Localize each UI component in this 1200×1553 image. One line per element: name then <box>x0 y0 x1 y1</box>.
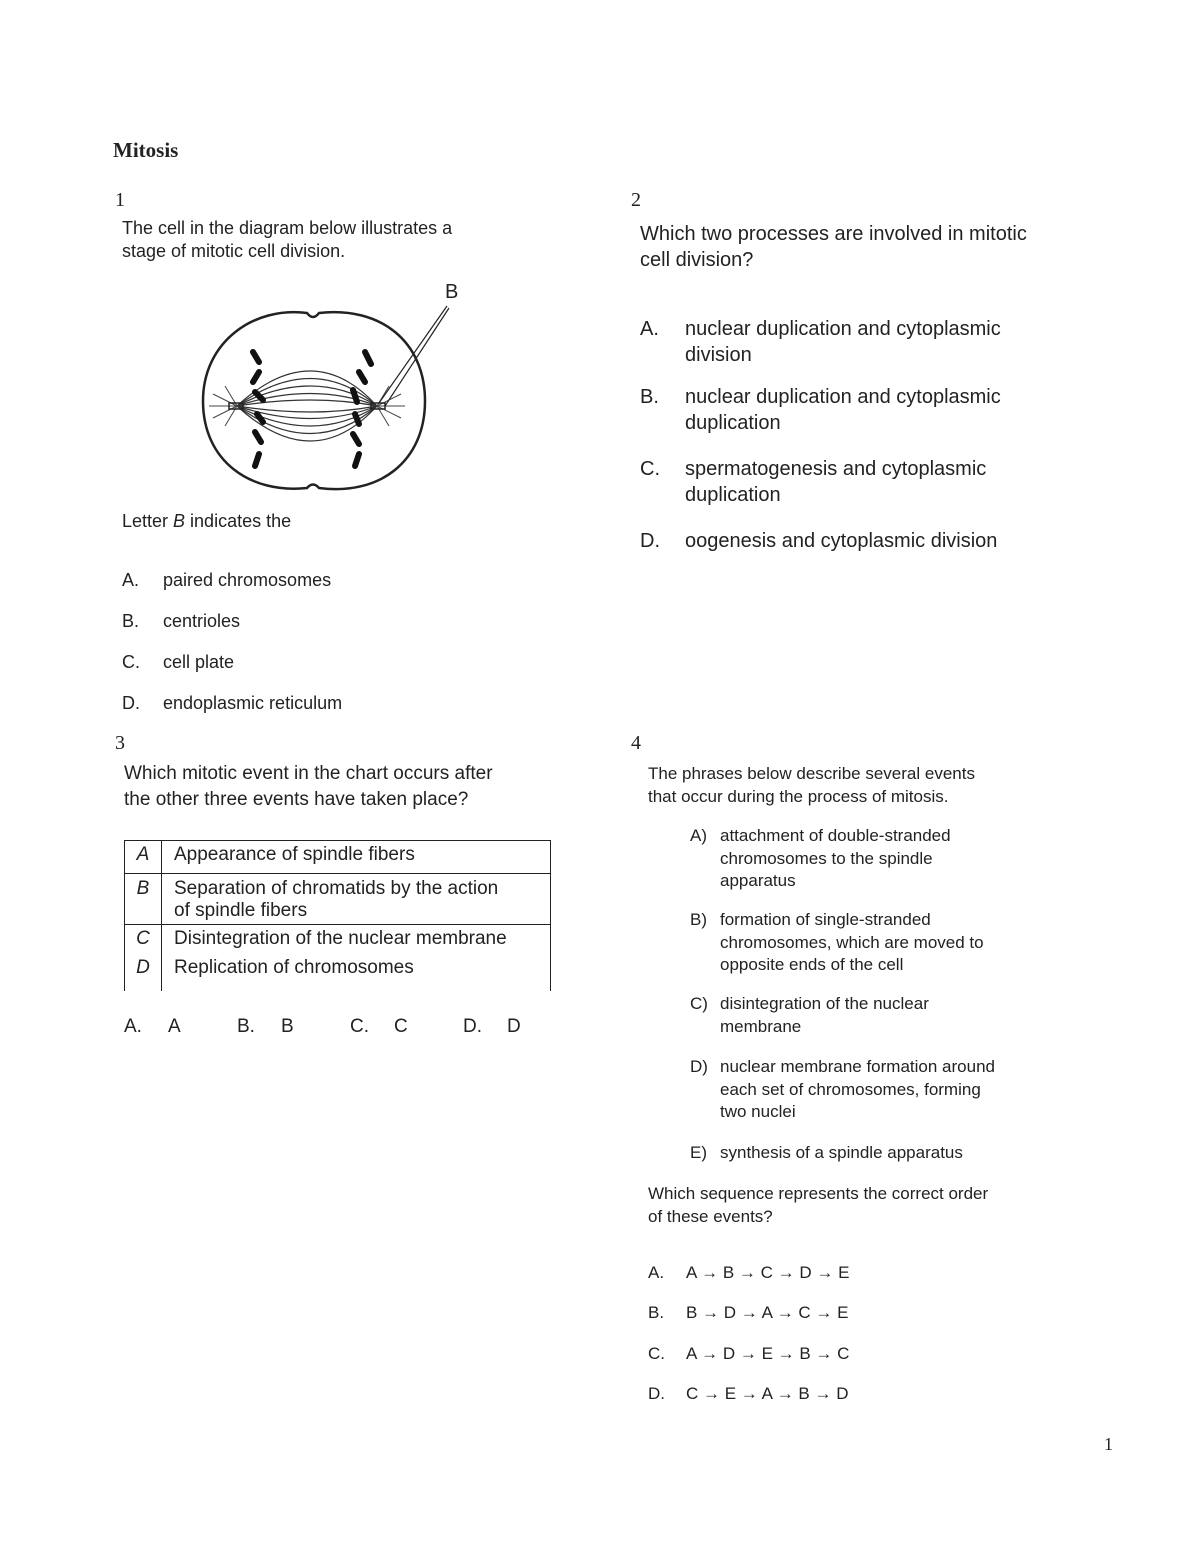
chart-row-key: A <box>125 841 162 874</box>
diagram-label-b: B <box>445 281 459 303</box>
chart-row <box>125 925 551 958</box>
question-3-option-a[interactable]: A. A <box>124 1016 181 1037</box>
cell-membrane <box>203 312 425 489</box>
question-3-option-c[interactable]: C. C <box>350 1016 408 1037</box>
question-4-intro: The phrases below describe several events that occur during the process of mitosis. <box>648 764 975 806</box>
page-number: 1 <box>1104 1434 1113 1454</box>
question-1-option-d[interactable]: D. endoplasmic reticulum <box>122 693 343 713</box>
chart-row-text: Disintegration of the nuclear membrane <box>162 925 551 958</box>
question-2-number: 2 <box>631 189 641 211</box>
chart-row <box>125 874 551 925</box>
mitotic-events-chart <box>124 840 551 991</box>
page-title: Mitosis <box>113 138 179 162</box>
question-4-number: 4 <box>631 732 641 754</box>
question-1-prompt: Letter B indicates the <box>122 511 292 531</box>
chart-row-text: Separation of chromatids by the action of spindle fibers <box>162 874 551 925</box>
question-4-event-e: E) synthesis of a spindle apparatus <box>690 1143 963 1162</box>
label-pointer-line <box>385 308 449 406</box>
spindle-fibers <box>237 371 377 441</box>
question-3-option-b[interactable]: B. B <box>237 1016 294 1037</box>
question-1-option-a[interactable]: A. paired chromosomes <box>122 570 332 590</box>
question-1-number: 1 <box>115 189 125 211</box>
question-4-event-b: B) formation of single-stranded chromosomes, which are moved to opposite ends of the cell <box>690 910 984 974</box>
question-4-option-d[interactable]: D. C → E → A → B → D <box>648 1384 849 1403</box>
question-1-option-b[interactable]: B. centrioles <box>122 611 241 631</box>
chart-row-text: Appearance of spindle fibers <box>162 841 551 874</box>
chart-row-key: C <box>125 925 162 958</box>
question-4-option-a[interactable]: A. A → B → C → D → E <box>648 1263 850 1282</box>
question-4-option-b[interactable]: B. B → D → A → C → E <box>648 1303 849 1322</box>
chart-row <box>125 841 551 874</box>
question-1-option-c[interactable]: C. cell plate <box>122 652 235 672</box>
question-3-options <box>124 1016 576 1038</box>
chart-row-key: D <box>125 957 162 991</box>
question-3-number: 3 <box>115 732 125 754</box>
question-2-stem: Which two processes are involved in mitotic cell division? <box>640 223 1027 271</box>
question-1-stem: The cell in the diagram below illustrates a stage of mitotic cell division. <box>122 218 453 261</box>
question-4-event-c: C) disintegration of the nuclear membrane <box>690 994 929 1036</box>
question-4-question: Which sequence represents the correct order of these events? <box>648 1184 989 1226</box>
chart-row-text: Replication of chromosomes <box>162 957 551 991</box>
question-2-option-c[interactable]: C. spermatogenesis and cytoplasmic duplication <box>640 458 987 506</box>
question-2-option-a[interactable]: A. nuclear duplication and cytoplasmic division <box>640 318 1001 366</box>
mitosis-cell-diagram <box>195 276 475 501</box>
question-2-option-b[interactable]: B. nuclear duplication and cytoplasmic duplication <box>640 386 1001 434</box>
question-3-option-d[interactable]: D. D <box>463 1016 521 1037</box>
question-4-option-c[interactable]: C. A → D → E → B → C <box>648 1344 850 1363</box>
question-4-event-d: D) nuclear membrane formation around each set of chromosomes, forming two nuclei <box>690 1057 995 1121</box>
question-2-option-d[interactable]: D. oogenesis and cytoplasmic division <box>640 530 998 552</box>
chart-row <box>125 957 551 991</box>
chart-row-key: B <box>125 874 162 925</box>
label-pointer-line <box>379 306 447 403</box>
question-3-stem: Which mitotic event in the chart occurs after the other three events have taken place? <box>124 763 493 810</box>
question-4-event-a: A) attachment of double-stranded chromosomes to the spindle apparatus <box>690 826 951 890</box>
